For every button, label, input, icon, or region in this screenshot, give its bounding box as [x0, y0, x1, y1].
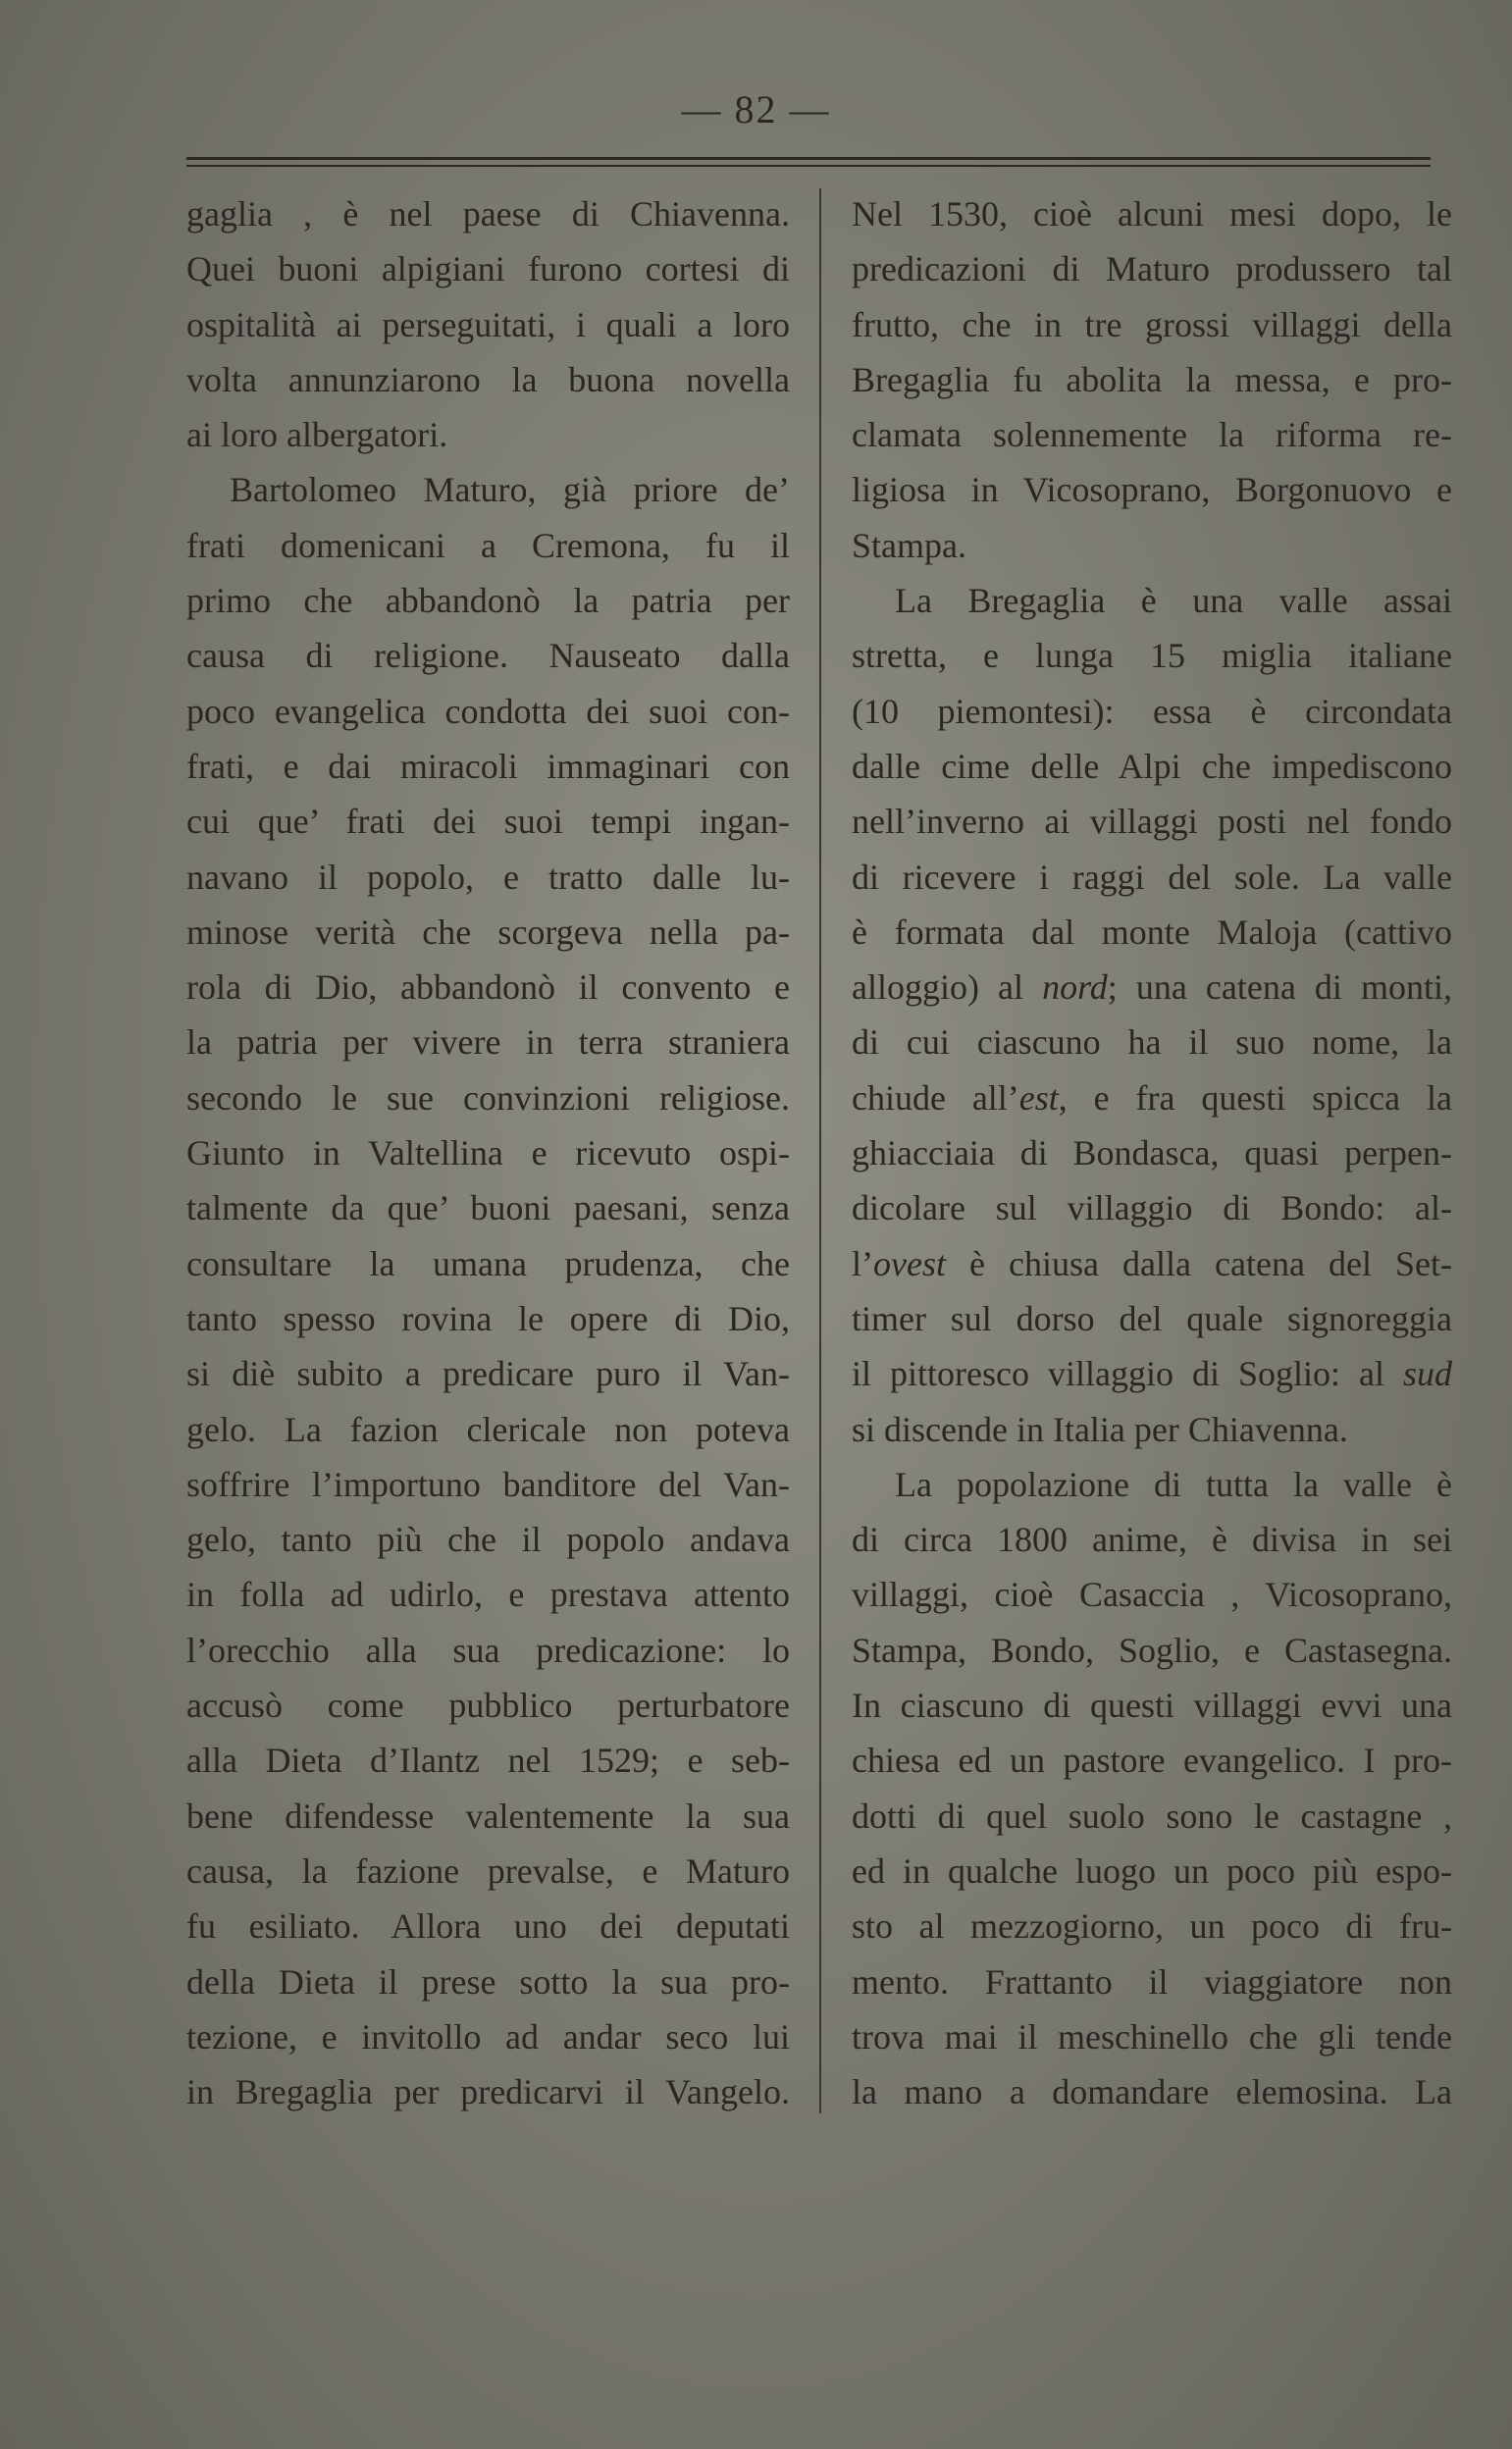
text-line: chiesa ed un pastore evangelico. I pro- [852, 1741, 1452, 1781]
text-line: si discende in Italia per Chiavenna. [852, 1409, 1348, 1449]
text-line: Quei buoni alpigiani furono cortesi di [186, 249, 790, 289]
text-line: ospitalità ai perseguitati, i quali a loro [186, 304, 790, 344]
text-line: Bregaglia fu abolita la messa, e pro- [852, 359, 1452, 399]
text-line: (10 piemontesi): essa è circondata [852, 691, 1452, 731]
text-line: in folla ad udirlo, e prestava attento [186, 1575, 790, 1615]
text-line [852, 1070, 1452, 1125]
italic-word: nord [1042, 967, 1108, 1008]
text-line: gelo, tanto più che il popolo andava [186, 1520, 790, 1560]
text-segment: alloggio) al [852, 967, 1043, 1008]
text-segment: il pittoresco villaggio di Soglio: al [852, 1354, 1403, 1394]
text-line: bene difendesse valentemente la sua [186, 1796, 790, 1836]
text-line: ai loro albergatori. [186, 415, 448, 455]
text-line: sto al mezzogiorno, un poco di fru- [852, 1906, 1452, 1947]
text-segment: l’ [852, 1243, 873, 1283]
text-line: causa di religione. Nauseato dalla [186, 636, 790, 676]
text-line: volta annunziarono la buona novella [186, 359, 790, 399]
text-line: trova mai il meschinello che gli tende [852, 2016, 1452, 2057]
text-line: Bartolomeo Maturo, già priore de’ [230, 470, 790, 510]
page-number: — 82 — [681, 87, 831, 131]
text-line: consultare la umana prudenza, che [186, 1243, 790, 1283]
text-segment: è chiusa dalla catena del Set- [945, 1243, 1452, 1283]
text-line: di cui ciascuno ha il suo nome, la [852, 1022, 1452, 1063]
text-line: poco evangelica condotta dei suoi con- [186, 691, 790, 731]
text-line: di circa 1800 anime, è divisa in sei [852, 1520, 1452, 1560]
text-line: è formata dal monte Maloja (cattivo [852, 912, 1452, 952]
text-line: Stampa. [852, 525, 966, 565]
text-line: accusò come pubblico perturbatore [186, 1686, 790, 1726]
text-line: ed in qualche luogo un poco più espo- [852, 1850, 1452, 1891]
text-segment: , e fra questi spicca la [1058, 1077, 1452, 1118]
text-line: gelo. La fazion clericale non poteva [186, 1409, 790, 1449]
text-line: la mano a domandare elemosina. La [852, 2072, 1452, 2112]
text-line: rola di Dio, abbandonò il convento e [186, 967, 790, 1008]
text-line [852, 1346, 1452, 1401]
text-line: ghiacciaia di Bondasca, quasi perpen- [852, 1133, 1452, 1173]
text-line: tezione, e invitollo ad andar seco lui [186, 2016, 790, 2057]
text-line: Giunto in Valtellina e ricevuto ospi- [186, 1133, 790, 1173]
text-line: navano il popolo, e tratto dalle lu- [186, 857, 790, 897]
text-line: stretta, e lunga 15 miglia italiane [852, 636, 1452, 676]
right-text-column [852, 186, 1452, 2119]
text-line: ligiosa in Vicosoprano, Borgonuovo e [852, 470, 1452, 510]
text-line: la patria per vivere in terra straniera [186, 1022, 790, 1063]
left-text-column [186, 186, 790, 2119]
text-line: secondo le sue convinzioni religiose. [186, 1077, 790, 1118]
text-line: minose verità che scorgeva nella pa- [186, 912, 790, 952]
text-line: clamata solennemente la riforma re- [852, 415, 1452, 455]
text-line: si diè subito a predicare puro il Van- [186, 1354, 790, 1394]
text-line: in Bregaglia per predicarvi il Vangelo. [186, 2072, 790, 2112]
text-line: La Bregaglia è una valle assai [895, 581, 1452, 621]
text-line: alla Dieta d’Ilantz nel 1529; e seb- [186, 1741, 790, 1781]
column-divider [819, 188, 821, 2113]
text-line: frutto, che in tre grossi villaggi della [852, 304, 1452, 344]
text-line: primo che abbandonò la patria per [186, 581, 790, 621]
text-line: frati domenicani a Cremona, fu il [186, 525, 790, 565]
text-line: Nel 1530, cioè alcuni mesi dopo, le [852, 194, 1452, 234]
text-segment: ; una catena di monti, [1107, 967, 1452, 1008]
text-line: fu esiliato. Allora uno dei deputati [186, 1906, 790, 1947]
text-line: villaggi, cioè Casaccia , Vicosoprano, [852, 1575, 1452, 1615]
text-segment: chiude all’ [852, 1077, 1019, 1118]
italic-word: est [1018, 1077, 1059, 1118]
text-line: di ricevere i raggi del sole. La valle [852, 857, 1452, 897]
text-line: nell’inverno ai villaggi posti nel fondo [852, 802, 1452, 842]
text-line: predicazioni di Maturo produssero tal [852, 249, 1452, 289]
header-rule [186, 157, 1431, 167]
italic-word: sud [1402, 1354, 1452, 1394]
text-line: dotti di quel suolo sono le castagne , [852, 1796, 1452, 1836]
text-line: mento. Frattanto il viaggiatore non [852, 1961, 1452, 2002]
text-line: In ciascuno di questi villaggi evvi una [852, 1686, 1452, 1726]
text-line: Stampa, Bondo, Soglio, e Castasegna. [852, 1630, 1452, 1670]
text-line: soffrire l’importuno banditore del Van- [186, 1464, 790, 1504]
italic-word: ovest [873, 1243, 946, 1283]
text-line: della Dieta il prese sotto la sua pro- [186, 1961, 790, 2002]
text-line: frati, e dai miracoli immaginari con [186, 746, 790, 786]
text-line: talmente da que’ buoni paesani, senza [186, 1188, 790, 1228]
text-line: gaglia , è nel paese di Chiavenna. [186, 194, 790, 234]
text-line: cui que’ frati dei suoi tempi ingan- [186, 802, 790, 842]
text-line: causa, la fazione prevalse, e Maturo [186, 1850, 790, 1891]
text-line: timer sul dorso del quale signoreggia [852, 1298, 1452, 1338]
text-line: tanto spesso rovina le opere di Dio, [186, 1298, 790, 1338]
text-line: dalle cime delle Alpi che impediscono [852, 746, 1452, 786]
text-line: dicolare sul villaggio di Bondo: al- [852, 1188, 1452, 1228]
text-line: La popolazione di tutta la valle è [895, 1464, 1452, 1504]
text-line: l’orecchio alla sua predicazione: lo [186, 1630, 790, 1670]
text-line [852, 960, 1452, 1015]
text-line [852, 1236, 1452, 1291]
